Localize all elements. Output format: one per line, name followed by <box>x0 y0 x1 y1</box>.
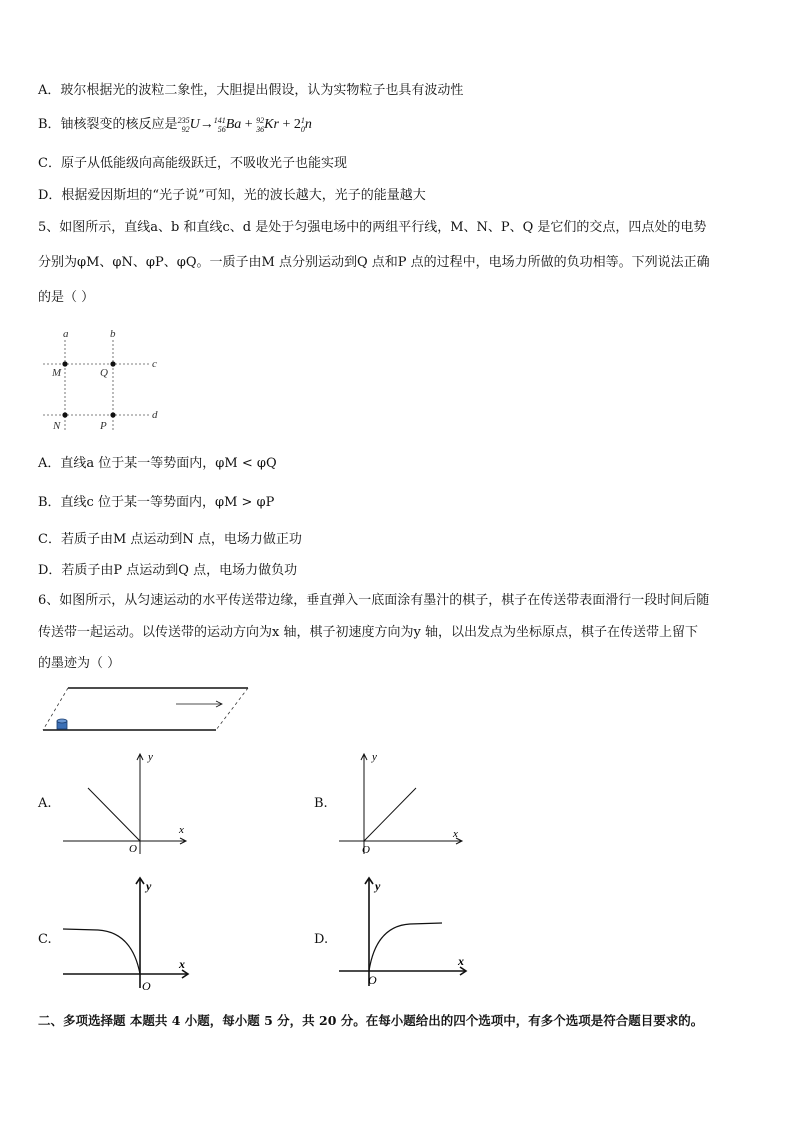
svg-text:O: O <box>142 979 151 993</box>
svg-text:y: y <box>375 879 381 893</box>
q6-option-c-label: C. <box>38 932 52 947</box>
q5-stem-line3: 的是（ ） <box>38 290 95 305</box>
svg-text:O: O <box>129 843 137 855</box>
q5-option-d: D．若质子由P 点运动到Q 点，电场力做负功 <box>38 563 298 578</box>
svg-text:x: x <box>458 954 464 968</box>
q6-stem-line2: 传送带一起运动。以传送带的运动方向为x 轴，棋子初速度方向为y 轴，以出发点为坐标原点，棋子在传送带上留下 <box>38 625 698 640</box>
q5-option-c: C．若质子由M 点运动到N 点，电场力做正功 <box>38 532 302 547</box>
label-a: a <box>63 328 69 340</box>
label-c: c <box>152 358 157 370</box>
svg-text:y: y <box>146 879 152 893</box>
q6-option-d-label: D. <box>314 932 329 947</box>
chess-piece <box>57 719 67 729</box>
label-m: M <box>52 367 62 379</box>
label-q: Q <box>100 367 108 379</box>
q5-field-diagram <box>38 326 168 436</box>
svg-text:y: y <box>372 751 377 763</box>
svg-text:x: x <box>179 957 185 971</box>
q4-option-b-text: B．铀核裂变的核反应是 <box>38 117 178 133</box>
q6-stem-line1: 6、如图所示，从匀速运动的水平传送带边缘，垂直弹入一底面涂有墨汁的棋子，棋子在传送带表面滑行一段时间后随 <box>38 593 710 608</box>
trace-line <box>364 788 416 841</box>
label-d: d <box>152 409 158 421</box>
section-2-heading: 二、多项选择题 本题共 4 小题，每小题 5 分，共 20 分。在每小题给出的四个选项中，有多个选项是符合题目要求的。 <box>38 1013 704 1028</box>
q4-option-a: A．玻尔根据光的波粒二象性，大胆提出假设，认为实物粒子也具有波动性 <box>38 83 464 98</box>
svg-text:O: O <box>368 973 377 987</box>
label-b: b <box>110 328 116 340</box>
conveyor-belt-diagram <box>38 684 258 736</box>
svg-text:x: x <box>179 824 184 836</box>
point-q <box>110 361 115 366</box>
svg-text:x: x <box>453 828 458 840</box>
svg-text:y: y <box>148 751 153 763</box>
point-m <box>62 361 67 366</box>
q4-option-b <box>38 116 312 134</box>
trace-curve <box>63 929 140 974</box>
trace-curve <box>369 923 442 971</box>
q6-option-a-label: A. <box>38 796 52 811</box>
label-n: N <box>53 420 61 432</box>
q6-graph-d <box>334 874 474 996</box>
q5-option-b: B．直线c 位于某一等势面内，φM > φP <box>38 495 275 510</box>
q5-stem-line2: 分别为φM、φN、φP、φQ。一质子由M 点分别运动到Q 点和P 点的过程中，电场力所做的负功相等。下列说法正确 <box>38 255 710 270</box>
point-n <box>62 412 67 417</box>
q6-stem-line3: 的墨迹为（ ） <box>38 656 121 671</box>
q6-option-b-label: B. <box>314 796 328 811</box>
svg-text:O: O <box>362 844 370 856</box>
label-p: P <box>100 420 107 432</box>
trace-line <box>88 788 140 841</box>
q6-graph-a <box>58 748 198 856</box>
fission-equation: 235 92U→141 56Ba + 92 36Kr + 21 0n <box>177 116 312 134</box>
q6-graph-b <box>334 748 474 856</box>
point-p <box>110 412 115 417</box>
q4-option-d: D．根据爱因斯坦的“光子说”可知，光的波长越大，光子的能量越大 <box>38 188 426 203</box>
q5-option-a: A．直线a 位于某一等势面内，φM < φQ <box>38 456 277 471</box>
q6-graph-c <box>58 874 198 996</box>
q5-stem-line1: 5、如图所示，直线a、b 和直线c、d 是处于匀强电场中的两组平行线，M、N、P、Q 是它们的交点，四点处的电势 <box>38 220 707 235</box>
q4-option-c: C．原子从低能级向高能级跃迁，不吸收光子也能实现 <box>38 156 347 171</box>
